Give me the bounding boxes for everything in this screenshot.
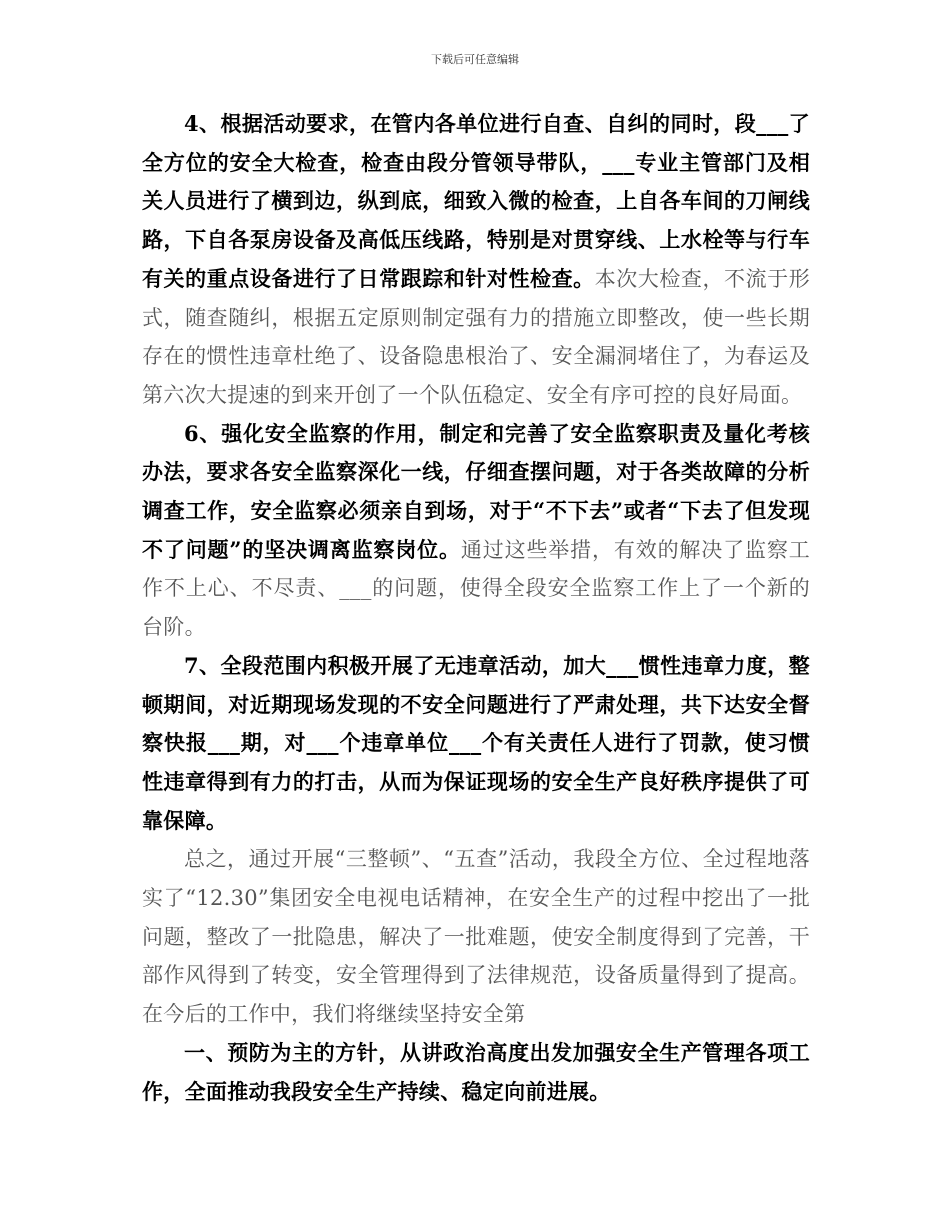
paragraph-item-7: [142, 647, 810, 841]
paragraph-normal-text: 总之，通过开展“三整顿”、“五查”活动，我段全方位、全过程地落实了“12.30”集团安全电视电话精神，在安全生产的过程中挖出了一批问题，整改了一批隐患，解决了一批难题，使安全制度得到了完善，干部作风得到了转变，安全管理得到了法律规范，设备质量得到了提高。在今后的工作中，我们将继续坚持安全第: [142, 847, 810, 1027]
paragraph-normal-text: 本次大检查，不流于形式，随查随纠，根据五定原则制定强有力的措施立即整改，使一些长期存在的惯性违章杜绝了、设备隐患根治了、安全漏洞堵住了，为春运及第六次大提速的到来开创了一个队伍稳定、安全有序可控的良好局面。: [142, 266, 810, 407]
paragraph-policy: [142, 1034, 810, 1111]
paragraph-item-4: [142, 105, 810, 415]
paragraph-normal-text: 通过这些举措，有效的解决了监察工作不上心、不尽责、___的问题，使得全段安全监察工作上了一个新的台阶。: [142, 537, 810, 640]
paragraph-bold-text: 6、强化安全监察的作用，制定和完善了安全监察职责及量化考核办法，要求各安全监察深化一线，仔细查摆问题，对于各类故障的分析调查工作，安全监察必须亲自到场，对于“不下去”或者“下去了但发现不了问题”的坚决调离监察岗位。: [142, 420, 810, 562]
document-body: [142, 105, 810, 1111]
paragraph-item-6: [142, 415, 810, 647]
page-header: 下载后可任意编辑: [431, 53, 519, 66]
paragraph-bold-text: 7、全段范围内积极开展了无违章活动，加大___惯性违章力度，整顿期间，对近期现场发现的不安全问题进行了严肃处理，共下达安全督察快报___期，对___个违章单位___个有关责任人进行了罚款，使习惯性违章得到有力的打击，从而为保证现场的安全生产良好秩序提供了可靠保障。: [142, 652, 810, 833]
paragraph-bold-text: 4、根据活动要求，在管内各单位进行自查、自纠的同时，段___了全方位的安全大检查，检查由段分管领导带队，___专业主管部门及相关人员进行了横到边，纵到底，细致入微的检查，上自各车间的刀闸线路，下自各泵房设备及高低压线路，特别是对贯穿线、上水栓等与行车有关的重点设备进行了日常跟踪和针对性检查。: [142, 111, 810, 291]
paragraph-bold-text: 一、预防为主的方针，从讲政治高度出发加强安全生产管理各项工作，全面推动我段安全生产持续、稳定向前进展。: [142, 1039, 810, 1104]
paragraph-summary: [142, 840, 810, 1034]
